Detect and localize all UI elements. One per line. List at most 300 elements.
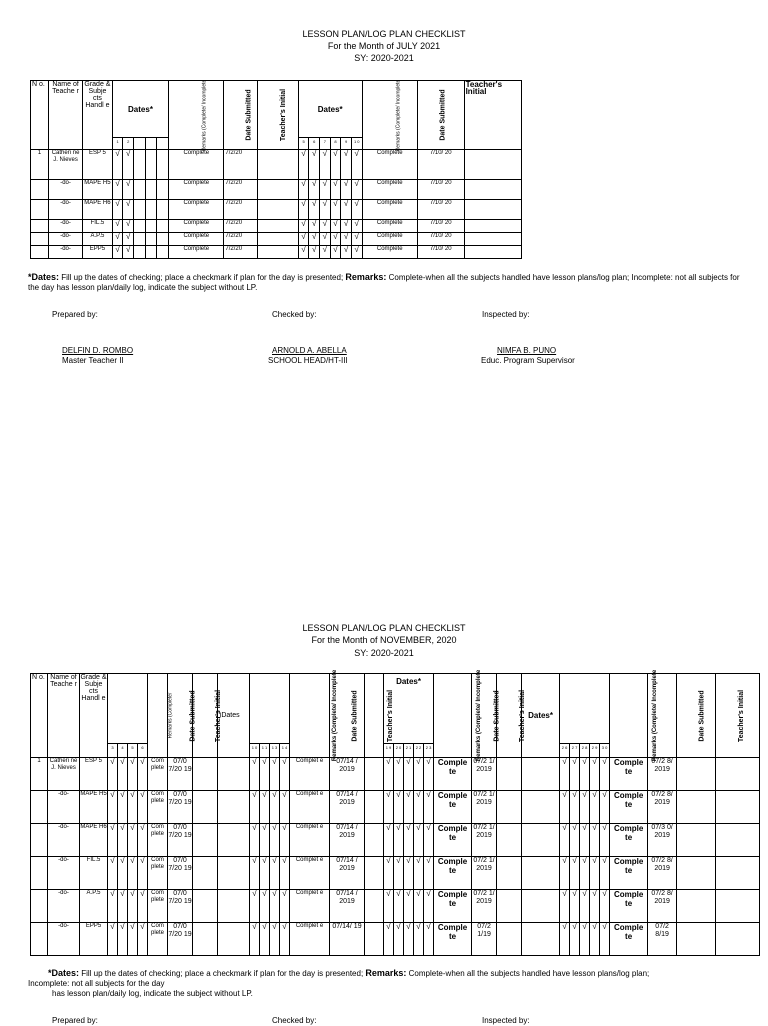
check-mark: √: [414, 758, 424, 791]
row-remarks-1: Com plete: [148, 824, 168, 857]
row-remarks-1: Com plete: [148, 923, 168, 956]
check-mark: √: [250, 758, 260, 791]
row-teacher-initial-1: [193, 923, 218, 956]
doc1-prepared-signatory: [62, 346, 133, 366]
row-subject: ESP 5: [80, 758, 108, 791]
check-mark: √: [128, 923, 138, 956]
row-teacher-initial: [258, 150, 298, 180]
check-mark: √: [112, 200, 123, 220]
check-mark: √: [309, 220, 320, 233]
check-mark: √: [570, 824, 580, 857]
row-date-submitted-2: 7/10/ 20: [417, 246, 464, 259]
header-teachers-initial-2: Teacher's Initial: [365, 674, 384, 758]
table-row: [31, 180, 522, 200]
check-mark: √: [298, 150, 309, 180]
day-num: 2 0: [394, 744, 404, 758]
check-mark: √: [108, 824, 118, 857]
header-name: Name of Teache r: [48, 674, 80, 758]
row-date-submitted-2: 7/10/ 20: [417, 180, 464, 200]
check-mark: √: [330, 233, 341, 246]
check-mark: √: [280, 791, 290, 824]
row-teacher-initial-2: [365, 791, 384, 824]
empty-cell: [522, 824, 560, 857]
row-date-submitted-2: 7/10/ 20: [417, 200, 464, 220]
check-mark: √: [330, 180, 341, 200]
check-mark: √: [138, 824, 148, 857]
row-remarks-3: Comple te: [434, 758, 472, 791]
check-mark: √: [384, 758, 394, 791]
day-num: 2 3: [424, 744, 434, 758]
row-teacher-initial-2: [464, 220, 521, 233]
day-num: 5: [128, 744, 138, 758]
row-date-2: 07/14 / 2019: [330, 890, 365, 923]
check-mark: √: [341, 180, 352, 200]
header-dates-2: Dates*: [298, 81, 362, 138]
row-subject: A.P.5: [83, 233, 113, 246]
header-dates-paren: )Dates: [218, 674, 250, 758]
check-mark: √: [128, 791, 138, 824]
header-date-submitted: Date Submitted: [224, 81, 258, 150]
check-mark: √: [298, 200, 309, 220]
prepared-name: DELFIN D. ROMBO: [62, 346, 134, 355]
check-mark: √: [270, 890, 280, 923]
check-mark: √: [112, 233, 123, 246]
row-date-3: 07/2 1/ 2019: [472, 857, 497, 890]
check-mark: √: [320, 220, 331, 233]
row-date-submitted: 7/2/20: [224, 220, 258, 233]
row-teacher-initial-2: [365, 923, 384, 956]
row-no: [31, 180, 49, 200]
table-row: [31, 923, 760, 956]
header-remarks: Remarks (Complete/ Incomplete: [169, 81, 224, 150]
row-date-4: 07/2 8/ 2019: [648, 758, 677, 791]
row-teacher-name: -do-: [48, 890, 80, 923]
row-teacher-initial-4: [677, 890, 716, 923]
day-num: 2 8: [580, 744, 590, 758]
check-mark: √: [330, 150, 341, 180]
doc2-checked-by-label: Checked by:: [272, 1016, 317, 1025]
empty-cell: [134, 150, 146, 180]
row-no: [31, 220, 49, 233]
table-row: [31, 824, 760, 857]
row-date-2: 07/14 / 2019: [330, 758, 365, 791]
check-mark: √: [570, 791, 580, 824]
row-teacher-initial-3: [497, 824, 522, 857]
header-date-submitted-3: Date Submitted: [472, 674, 497, 758]
day-num: 5: [298, 138, 309, 150]
row-remarks: Complete: [169, 246, 224, 259]
row-subject: FIL.5: [80, 857, 108, 890]
empty-cell: [145, 200, 157, 220]
check-mark: √: [570, 758, 580, 791]
empty-cell: [157, 233, 169, 246]
row-remarks-2: Complete: [362, 233, 417, 246]
header-date-submitted-4: Date Submitted: [677, 674, 716, 758]
row-remarks-1: Com plete: [148, 890, 168, 923]
check-mark: √: [560, 791, 570, 824]
doc1-month: For the Month of JULY 2021: [327, 41, 441, 51]
header-grade: Grade & Subje cts Handl e: [83, 81, 113, 150]
check-mark: √: [123, 150, 134, 180]
check-mark: √: [260, 923, 270, 956]
table-row: [31, 890, 760, 923]
row-teacher-initial-1: [193, 791, 218, 824]
check-mark: √: [404, 791, 414, 824]
row-subject: FIL.5: [83, 220, 113, 233]
doc1-checked-signatory: [268, 346, 348, 366]
table-row: [31, 758, 760, 791]
day-num: 9: [341, 138, 352, 150]
check-mark: √: [108, 758, 118, 791]
row-date-submitted: 7/2/20: [224, 233, 258, 246]
check-mark: √: [270, 824, 280, 857]
row-teacher-initial-1: [193, 890, 218, 923]
check-mark: √: [590, 758, 600, 791]
day-num: 2: [123, 138, 134, 150]
row-teacher-name: -do-: [48, 824, 80, 857]
row-date-submitted: 7/2/20: [224, 180, 258, 200]
check-mark: √: [138, 890, 148, 923]
row-no: [31, 923, 48, 956]
row-teacher-initial-1: [193, 824, 218, 857]
row-teacher-name: -do-: [48, 791, 80, 824]
check-mark: √: [118, 791, 128, 824]
check-mark: √: [298, 180, 309, 200]
empty-cell: [218, 758, 250, 791]
check-mark: √: [580, 890, 590, 923]
row-date-4: 07/2 8/ 2019: [648, 890, 677, 923]
row-date-1: 07/0 7/20 19: [168, 824, 193, 857]
check-mark: √: [600, 824, 610, 857]
doc1-school-year: SY: 2020-2021: [354, 53, 414, 63]
header-date-submitted-2: Date Submitted: [417, 81, 464, 150]
header-remarks-3: Remarks (Complete/ Incomplete: [434, 674, 472, 758]
row-remarks: Complete: [169, 180, 224, 200]
header-remarks-2: Remarks (Complete/ Incomplete: [362, 81, 417, 150]
header-teachers-initial-2: Teacher's Initial: [464, 81, 521, 150]
row-teacher-initial-2: [365, 890, 384, 923]
day-num: 2 2: [414, 744, 424, 758]
day-num: 4: [118, 744, 128, 758]
doc1-prepared-by-label: Prepared by:: [52, 310, 98, 319]
row-date-4: 07/2 8/ 2019: [648, 791, 677, 824]
table-row: [31, 200, 522, 220]
check-mark: √: [341, 150, 352, 180]
row-date-2: 07/14/ 19: [330, 923, 365, 956]
check-mark: √: [309, 200, 320, 220]
check-mark: √: [560, 824, 570, 857]
check-mark: √: [600, 923, 610, 956]
check-mark: √: [112, 246, 123, 259]
header-grade: Grade & Subje cts Handl e: [80, 674, 108, 758]
row-date-4: 07/2 8/ 2019: [648, 857, 677, 890]
row-remarks-2: Complet e: [290, 791, 330, 824]
check-mark: √: [394, 923, 404, 956]
row-no: 1: [31, 150, 49, 180]
check-mark: √: [250, 857, 260, 890]
empty-cell: [522, 890, 560, 923]
empty-cell: [134, 200, 146, 220]
check-mark: √: [414, 857, 424, 890]
check-mark: √: [424, 824, 434, 857]
check-mark: √: [250, 791, 260, 824]
check-mark: √: [250, 824, 260, 857]
check-mark: √: [280, 758, 290, 791]
row-teacher-initial-4: [677, 758, 716, 791]
check-mark: √: [600, 758, 610, 791]
row-teacher-initial-3: [497, 923, 522, 956]
check-mark: √: [351, 220, 362, 233]
check-mark: √: [320, 233, 331, 246]
doc2-month: For the Month of NOVEMBER, 2020: [311, 635, 457, 645]
empty-cell: [218, 890, 250, 923]
day-num-empty: [145, 138, 157, 150]
check-mark: √: [309, 180, 320, 200]
empty-cell: [218, 824, 250, 857]
empty-cell: [157, 150, 169, 180]
row-teacher-name: -do-: [48, 923, 80, 956]
check-mark: √: [580, 791, 590, 824]
row-remarks-3: Comple te: [434, 923, 472, 956]
check-mark: √: [341, 233, 352, 246]
row-remarks: Complete: [169, 200, 224, 220]
day-num-empty: [157, 138, 169, 150]
check-mark: √: [280, 824, 290, 857]
row-subject: MAPE H6: [80, 824, 108, 857]
header-no: N o.: [31, 674, 48, 758]
check-mark: √: [560, 923, 570, 956]
check-mark: √: [128, 824, 138, 857]
header-date-submitted: Date Submitted: [168, 674, 193, 758]
row-teacher-initial-1: [193, 857, 218, 890]
row-teacher-initial: [258, 246, 298, 259]
check-mark: √: [580, 824, 590, 857]
check-mark: √: [128, 890, 138, 923]
header-dates-blank: [108, 674, 148, 744]
check-mark: √: [260, 791, 270, 824]
row-remarks-4: Comple te: [610, 923, 648, 956]
check-mark: √: [394, 857, 404, 890]
empty-cell: [522, 758, 560, 791]
check-mark: √: [260, 824, 270, 857]
table-row: [31, 791, 760, 824]
check-mark: √: [298, 220, 309, 233]
row-remarks: Complete: [169, 220, 224, 233]
check-mark: √: [123, 233, 134, 246]
check-mark: √: [384, 923, 394, 956]
row-remarks-2: Complete: [362, 200, 417, 220]
check-mark: √: [309, 246, 320, 259]
empty-cell: [218, 857, 250, 890]
check-mark: √: [123, 220, 134, 233]
doc1-checklist-table: [30, 80, 522, 259]
check-mark: √: [414, 890, 424, 923]
row-teacher-initial: [258, 220, 298, 233]
row-remarks-4: Comple te: [610, 890, 648, 923]
day-num: 1 3: [270, 744, 280, 758]
doc2-inspected-by-label: Inspected by:: [482, 1016, 530, 1025]
empty-cell: [145, 246, 157, 259]
header-dates-3: Dates*: [384, 674, 434, 744]
row-subject: EPP5: [83, 246, 113, 259]
check-mark: √: [580, 758, 590, 791]
check-mark: √: [330, 200, 341, 220]
row-teacher-name: Catheri ne J. Nieves: [48, 758, 80, 791]
empty-cell: [522, 791, 560, 824]
check-mark: √: [600, 857, 610, 890]
day-num: 1 9: [384, 744, 394, 758]
check-mark: √: [404, 824, 414, 857]
check-mark: √: [394, 890, 404, 923]
row-teacher-name: -do-: [49, 233, 83, 246]
row-remarks-3: Comple te: [434, 857, 472, 890]
empty-cell: [145, 150, 157, 180]
doc1-title: LESSON PLAN/LOG PLAN CHECKLIST: [302, 29, 466, 39]
row-teacher-initial-3: [497, 791, 522, 824]
row-remarks-2: Complet e: [290, 758, 330, 791]
row-date-3: 07/2 1/ 2019: [472, 758, 497, 791]
row-remarks-4: Comple te: [610, 758, 648, 791]
row-remarks-2: Complete: [362, 180, 417, 200]
check-mark: √: [270, 791, 280, 824]
checked-name: ARNOLD A. ABELLA: [272, 346, 347, 355]
header-remarks-4: Remarks (Complete/ Incomplete: [610, 674, 648, 758]
check-mark: √: [424, 923, 434, 956]
check-mark: √: [320, 180, 331, 200]
empty-cell: [716, 857, 760, 890]
inspected-title: Educ. Program Supervisor: [481, 356, 575, 365]
row-no: 1: [31, 758, 48, 791]
check-mark: √: [424, 890, 434, 923]
row-teacher-initial-4: [677, 923, 716, 956]
check-mark: √: [123, 200, 134, 220]
check-mark: √: [404, 857, 414, 890]
row-no: [31, 200, 49, 220]
doc2-prepared-by-label: Prepared by:: [52, 1016, 98, 1025]
check-mark: √: [112, 180, 123, 200]
day-num: 6: [138, 744, 148, 758]
row-teacher-initial-4: [677, 791, 716, 824]
row-date-3: 07/2 1/ 2019: [472, 890, 497, 923]
doc2-school-year: SY: 2020-2021: [354, 648, 414, 658]
check-mark: √: [590, 824, 600, 857]
row-teacher-initial-2: [365, 758, 384, 791]
row-date-1: 07/0 7/20 19: [168, 791, 193, 824]
check-mark: √: [298, 233, 309, 246]
row-subject: EPP5: [80, 923, 108, 956]
doc1-checked-by-label: Checked by:: [272, 310, 317, 319]
empty-cell: [134, 220, 146, 233]
check-mark: √: [138, 758, 148, 791]
row-date-4: 07/2 8/19: [648, 923, 677, 956]
check-mark: √: [351, 200, 362, 220]
day-num: 3 0: [600, 744, 610, 758]
row-remarks-1: Com plete: [148, 857, 168, 890]
row-teacher-initial-2: [464, 200, 521, 220]
check-mark: √: [560, 890, 570, 923]
check-mark: √: [138, 923, 148, 956]
row-teacher-name: -do-: [48, 857, 80, 890]
row-teacher-initial-2: [464, 180, 521, 200]
check-mark: √: [128, 758, 138, 791]
row-remarks-2: Complete: [362, 220, 417, 233]
check-mark: √: [118, 890, 128, 923]
day-num: 2 7: [570, 744, 580, 758]
row-remarks-2: Complet e: [290, 923, 330, 956]
header-teachers-initial-3: Teacher's Initial: [497, 674, 522, 758]
check-mark: √: [280, 857, 290, 890]
row-teacher-initial-3: [497, 758, 522, 791]
check-mark: √: [600, 791, 610, 824]
row-date-4: 07/3 0/ 2019: [648, 824, 677, 857]
row-remarks-4: Comple te: [610, 824, 648, 857]
check-mark: √: [414, 923, 424, 956]
check-mark: √: [309, 150, 320, 180]
check-mark: √: [341, 200, 352, 220]
check-mark: √: [394, 824, 404, 857]
row-teacher-name: -do-: [49, 200, 83, 220]
table-row: [31, 246, 522, 259]
row-teacher-initial: [258, 233, 298, 246]
check-mark: √: [320, 246, 331, 259]
check-mark: √: [108, 890, 118, 923]
table-row: [31, 233, 522, 246]
check-mark: √: [570, 890, 580, 923]
empty-cell: [716, 824, 760, 857]
row-teacher-name: -do-: [49, 246, 83, 259]
empty-cell: [145, 233, 157, 246]
doc1-note: *Dates: Fill up the dates of checking; place a checkmark if plan for the day is presented; Remarks: Complete-when all the subjects handled have lesson plans/log plan; Incomplete: not all subjects for the day has lesson plan/daily log, indicate the subject without LP.: [28, 272, 740, 292]
empty-cell: [716, 758, 760, 791]
day-num: 3: [108, 744, 118, 758]
row-remarks-3: Comple te: [434, 791, 472, 824]
header-no: N o.: [31, 81, 49, 150]
row-teacher-initial-3: [497, 890, 522, 923]
day-num: 1: [112, 138, 123, 150]
empty-cell: [134, 233, 146, 246]
check-mark: √: [118, 824, 128, 857]
day-num: 8: [330, 138, 341, 150]
row-teacher-initial-2: [365, 824, 384, 857]
check-mark: √: [394, 758, 404, 791]
empty-cell: [218, 791, 250, 824]
header-teachers-initial: Teacher's Initial: [193, 674, 218, 758]
row-remarks-2: Complet e: [290, 857, 330, 890]
check-mark: √: [309, 233, 320, 246]
row-date-submitted-2: 7/10/ 20: [417, 150, 464, 180]
day-num: 2 6: [560, 744, 570, 758]
empty-cell: [157, 220, 169, 233]
check-mark: √: [384, 890, 394, 923]
check-mark: √: [341, 220, 352, 233]
check-mark: √: [384, 857, 394, 890]
check-mark: √: [330, 220, 341, 233]
check-mark: √: [560, 857, 570, 890]
empty-cell: [157, 200, 169, 220]
row-remarks-2: Complete: [362, 150, 417, 180]
row-subject: MAPE H5: [80, 791, 108, 824]
header-name: Name of Teache r: [49, 81, 83, 150]
check-mark: √: [590, 791, 600, 824]
table-row: [31, 857, 760, 890]
row-teacher-initial: [258, 200, 298, 220]
row-no: [31, 246, 49, 259]
row-date-1: 07/0 7/20 19: [168, 890, 193, 923]
doc2-title: LESSON PLAN/LOG PLAN CHECKLIST: [302, 623, 466, 633]
empty-cell: [218, 923, 250, 956]
check-mark: √: [260, 857, 270, 890]
check-mark: √: [250, 890, 260, 923]
